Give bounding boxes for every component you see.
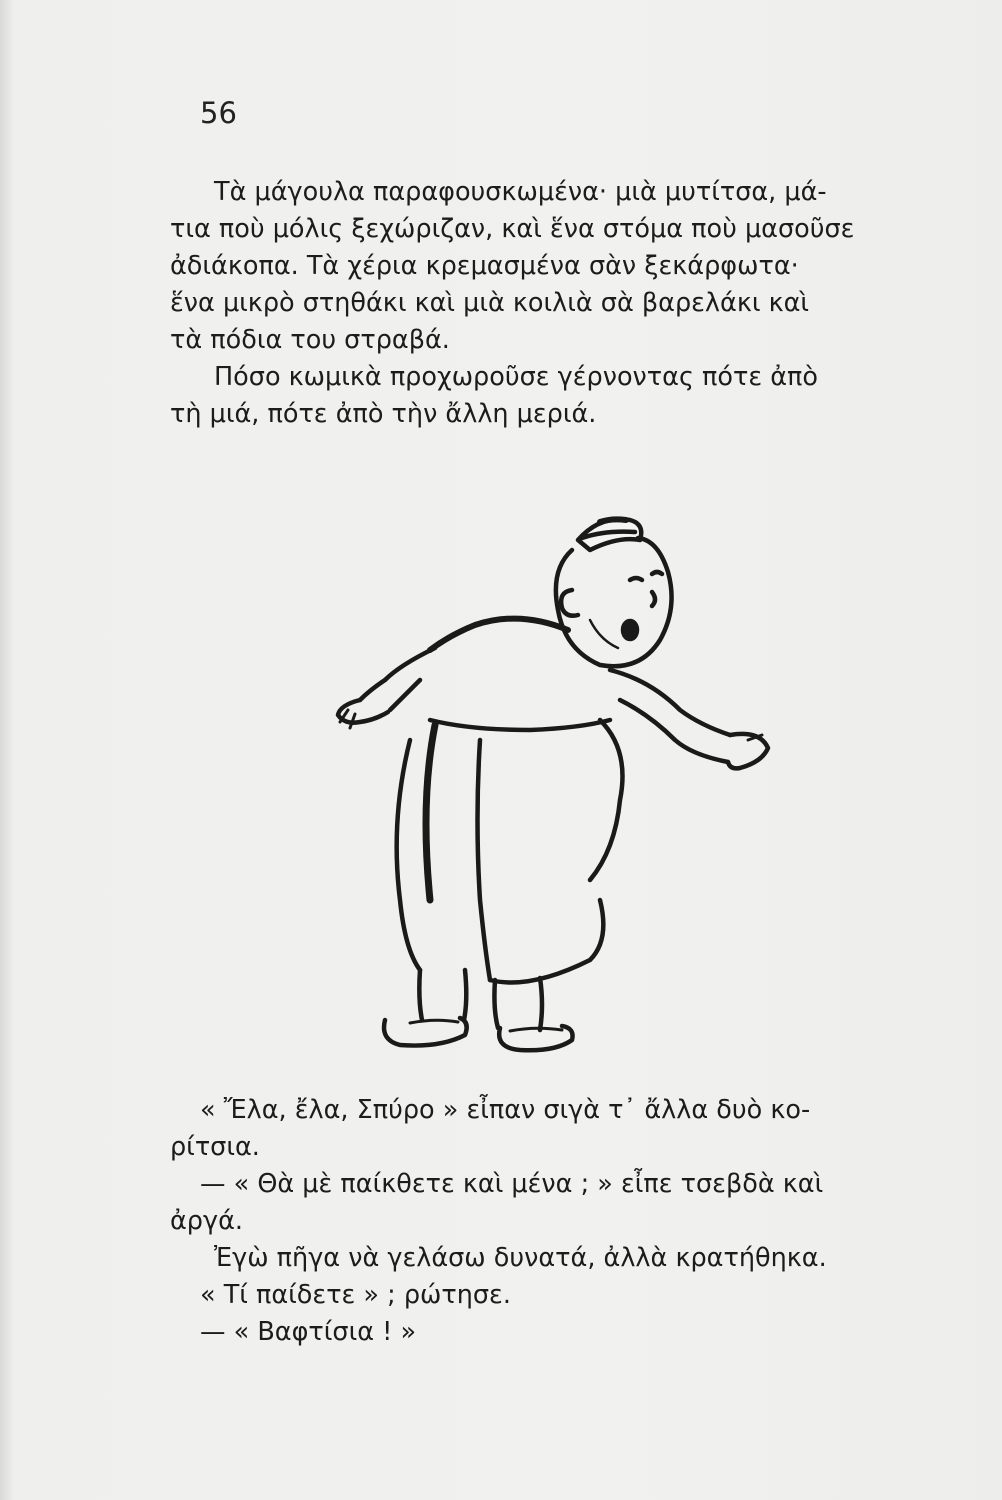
- bottom-text-block: [170, 1092, 940, 1351]
- text-line: ἀδιάκοπα. Τὰ χέρια κρεμασμένα σὰν ξεκάρφωτα·: [170, 251, 799, 281]
- boy-illustration: [300, 500, 780, 1060]
- text-line: τὴ μιά, πότε ἀπὸ τὴν ἄλλη μεριά.: [170, 399, 597, 429]
- text-line: ἕνα μικρὸ στηθάκι καὶ μιὰ κοιλιὰ σὰ βαρελάκι καὶ: [170, 288, 810, 318]
- paragraph-walking: [170, 359, 940, 433]
- paragraph-spyros-asks: [170, 1166, 940, 1240]
- text-line: — « Βαφτίσια ! »: [200, 1317, 417, 1347]
- paragraph-question: [170, 1277, 940, 1314]
- text-line: Ἐγὼ πῆγα νὰ γελάσω δυνατά, ἀλλὰ κρατήθηκα.: [214, 1243, 827, 1273]
- page-number: 56: [200, 96, 237, 130]
- text-line: « Τί παίδετε » ; ρώτησε.: [200, 1280, 511, 1310]
- text-line: τὰ πόδια του στραβά.: [170, 325, 450, 355]
- paragraph-description: [170, 174, 940, 359]
- paragraph-girls-call: [170, 1092, 940, 1166]
- text-line: ἀργά.: [170, 1206, 244, 1236]
- text-line: Τὰ μάγουλα παραφουσκωμένα· μιὰ μυτίτσα, μά-: [214, 177, 827, 207]
- paragraph-narrator: [170, 1240, 940, 1277]
- text-line: « Ἔλα, ἔλα, Σπύρο » εἶπαν σιγὰ τ᾽ ἄλλα δυὸ κο-: [200, 1095, 811, 1125]
- top-text-block: [170, 174, 940, 433]
- boy-drawing-icon: [300, 500, 780, 1060]
- paragraph-answer: [170, 1314, 940, 1351]
- text-line: ρίτσια.: [170, 1132, 260, 1162]
- text-line: Πόσο κωμικὰ προχωροῦσε γέρνοντας πότε ἀπὸ: [214, 362, 818, 392]
- text-line: — « Θὰ μὲ παίκθετε καὶ μένα ; » εἶπε τσεβδὰ καὶ: [200, 1169, 824, 1199]
- text-line: τια ποὺ μόλις ξεχώριζαν, καὶ ἕνα στόμα ποὺ μασοῦσε: [170, 214, 855, 244]
